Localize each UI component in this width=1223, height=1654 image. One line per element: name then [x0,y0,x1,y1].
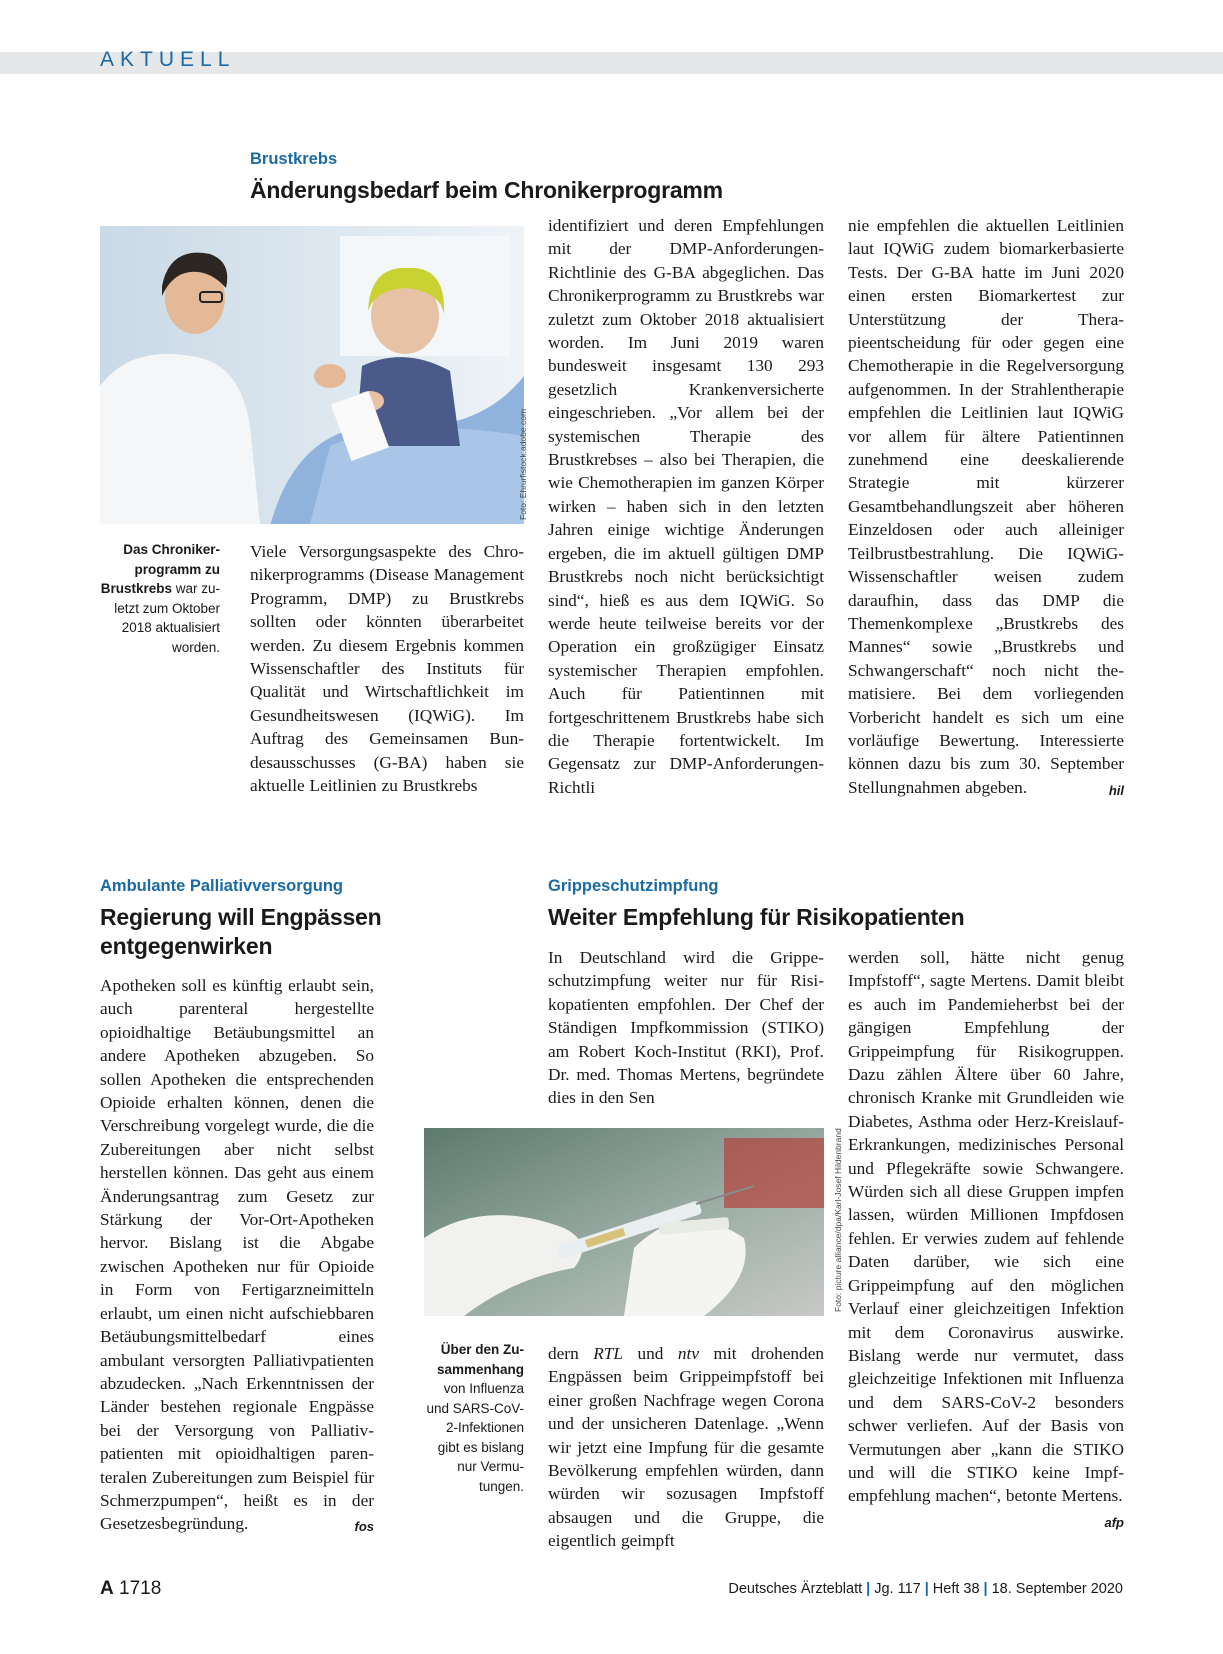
article3-photo [424,1128,824,1316]
broadcaster-rtl: RTL [593,1344,623,1363]
article1-column3 [848,214,1124,802]
article3-signature: afp [1104,1514,1124,1530]
section-label: AKTUELL [100,48,236,71]
article3-column1-bottom-text-b: und [622,1344,678,1363]
article3-column1-bottom-text-a: dern [548,1344,594,1363]
vaccine-syringe-illustration [424,1128,824,1316]
article2-column1-text: Apotheken soll es künftig erlaubt sein, auch parenteral hergestellte opioidhaltige Betäubungsmittel an andere Apotheken abzugeben. So sollen Apotheken die entsprechenden Opioide erhalten können, denen die Verschreibung vorgelegt wurde, die die Zubereitungen aber nicht selbst herstellen können. Das geht aus einem Änderungsantrag zum Gesetz zur Stärkung der Vor-Ort-Apotheken hervor. Bislang ist die Abgabe zwischen Apotheken nur für Opioide in Form von Fertigarzneimitteln erlaubt, um einen nicht aufschiebbaren Betäubungsmittelbedarf eines ambulant versorgten Palliativpatienten abzudecken. „Nach Erkenntnissen der Länder bestehen regionale Engpässe bei der Versorgung von Palliativpatienten mit opioidhaltigen parenteralen Zubereitungen zum Beispiel für Schmerzpumpen“, heißt es in der Gesetzesbegründung. [100,976,374,1534]
article3-column1-top-text: In Deutschland wird die Grippeschutzimpfung weiter nur für Risikopatienten empfohlen. Der Chef der Ständigen Impfkommission (STIKO) am Robert Koch-Institut (RKI), Prof. Dr. med. Thomas Mertens, begründete dies in den Sen [548,948,824,1108]
article1-column2 [548,214,824,799]
footer-date: 18. September 2020 [991,1581,1123,1597]
article1-column1-text: Viele Versorgungsaspekte des Chronikerprogramms (Disease Management Programm, DMP) zu Brustkrebs sollten oder könnten überarbeitet werden. Zu diesem Ergebnis kommen Wissenschaftler des Instituts für Qualität und Wirtschaftlichkeit im Gesundheitswesen (IQWiG). Im Auftrag des Gemeinsamen Bundesausschusses (G-BA) haben sie aktuelle Leitlinien zu Brustkrebs [250,542,524,796]
page-number [100,1578,161,1600]
article3-caption-bold: Über den Zusammenhang [436,1342,524,1377]
article2-headline: Regierung will Engpässen entgegenwirken [100,904,382,959]
footer-journal: Deutsches Ärzteblatt [728,1581,863,1597]
article3-column1-bottom-text-c: mit drohenden Engpässen beim Grippeimpfstoff bei einer großen Nachfrage wegen Corona und der unsicheren Datenlage. „Wenn wir jetzt eine Impfung für die gesamte Bevölkerung empfehlen würden, dann würden wir sozusagen Impfstoff absaugen und die Gruppe, die eigentlich geimpft [548,1344,825,1551]
article3-caption-text: von Influenza und SARS-CoV-2-Infektionen gibt es bislang nur Vermutungen. [426,1381,524,1494]
article3-column1-bottom [548,1342,824,1553]
article1-headline: Änderungsbedarf beim Chronikerprogramm [250,177,723,203]
article1-kicker: Brustkrebs [250,150,338,168]
broadcaster-ntv: ntv [677,1344,700,1363]
footer-imprint: Deutsches Ärzteblatt | Jg. 117 | Heft 38 | 18. September 2020 [728,1581,1123,1597]
article1-photo [100,226,524,524]
article1-column3-text: nie empfehlen die aktuellen Leitlinien laut IQWiG zudem biomarkerbasierte Tests. Der G-BA hatte im Juni 2020 einen ersten Biomarkertest zur Unterstützung der Therapieentscheidung für oder gegen eine Chemotherapie in die Regelversorgung aufgenommen. In der Strahlentherapie empfehlen die Leitlinien laut IQWiG vor allem für ältere Patientinnen zunehmend eine deeskalierende Strategie mit kürzerer Gesamtbehandlungszeit aber höheren Einzeldosen oder auch alleiniger Teilbrustbestrahlung. Die IQWiG-Wissenschaftler weisen zudem daraufhin, dass das DMP die Themenkomplexe „Brustkrebs des Mannes“ sowie „Brustkrebs und Schwangerschaft“ noch nicht thematisiere. Bei dem vorliegenden Vorbericht handelt es sich um eine vorläufige Bewertung. Interessierte können dazu bis zum 30. September Stellungnahmen abgeben. [848,216,1124,797]
page-letter: A [100,1578,114,1599]
article3-image-credit: Foto: picture alliance/dpa/Karl-Josef Hildenbrand [833,1128,843,1312]
article3-headline: Weiter Empfehlung für Risikopatienten [548,904,965,930]
article2-signature: fos [354,1519,374,1535]
article3-column2-text: werden soll, hätte nicht genug Impfstoff“, sagte Mertens. Damit bleibt es auch im Pandemieherbst bei der gängigen Empfehlung der Grippeimpfung für Risikogruppen. Dazu zählen Ältere über 60 Jahre, chronisch Kranke mit Grundleiden wie Diabetes, Asthma oder Herz-Kreislauf-Erkrankungen, medizinisches Personal und Pflegekräfte sowie Schwangere. Würden sich all diese Gruppen impfen lassen, würden Millionen Impfdosen fehlen. Er verwies zudem auf fehlende Daten darüber, wie sich eine Grippeimpfung auf den möglichen Verlauf einer gleichzeitigen Infektion mit dem Coronavirus auswirke. Bislang werde nur vermutet, dass gleichzeitige Infektionen mit Influenza und dem SARS-CoV-2 besonders schwer verliefen. Auf der Basis von Vermutungen aber „kann die STIKO und will die STIKO keine Impfempfehlung machen“, betonte Mertens. [848,948,1124,1506]
article3-caption [424,1340,524,1496]
footer-issue: Heft 38 [932,1581,980,1597]
article1-column1 [250,540,524,797]
page-number-value: 1718 [119,1578,162,1599]
article1-caption-bold: Das Chronikerprogramm zu Brustkrebs [100,542,220,596]
article2-column1 [100,974,374,1539]
article1-column2-text: identifiziert und deren Empfehlungen mit der DMP-Anforderungen-Richtlinie des G-BA abgeglichen. Das Chronikerprogramm zu Brustkrebs war zuletzt zum Oktober 2018 aktualisiert worden. Im Juni 2019 waren bundesweit insgesamt 130 293 gesetzlich Krankenversicherte eingeschrieben. „Vor allem bei der systemischen Therapie des Brustkrebses – also bei Therapien, die wie Chemotherapien im ganzen Körper wirken – haben sich in den letzten Jahren einige wichtige Änderungen ergeben, die im aktuell gültigen DMP Brustkrebs noch nicht berücksichtigt sind“, hieß es aus dem IQWiG. So werde heute teilweise bereits vor der Operation ein großzügiger Einsatz systemischer Therapien empfohlen. Auch für Patientinnen mit fortgeschrittenem Brustkrebs habe sich die Therapie fortentwickelt. Im Gegensatz zur DMP-Anforderungen-Richtli [548,216,824,797]
article1-image-credit: Foto: Ehrurfistock.adobe.com [518,408,528,520]
article1-signature: hil [1108,782,1124,798]
article3-kicker: Grippeschutzimpfung [548,877,719,895]
footer-volume: Jg. 117 [874,1581,921,1597]
article2-kicker: Ambulante Palliativversorgung [100,877,343,895]
doctor-patient-illustration [100,226,524,524]
article1-caption-text: war zuletzt zum Oktober 2018 aktualisiert worden. [114,581,220,655]
article1-caption [95,540,220,657]
article3-column2 [848,946,1124,1534]
article3-column1-top [548,946,824,1110]
